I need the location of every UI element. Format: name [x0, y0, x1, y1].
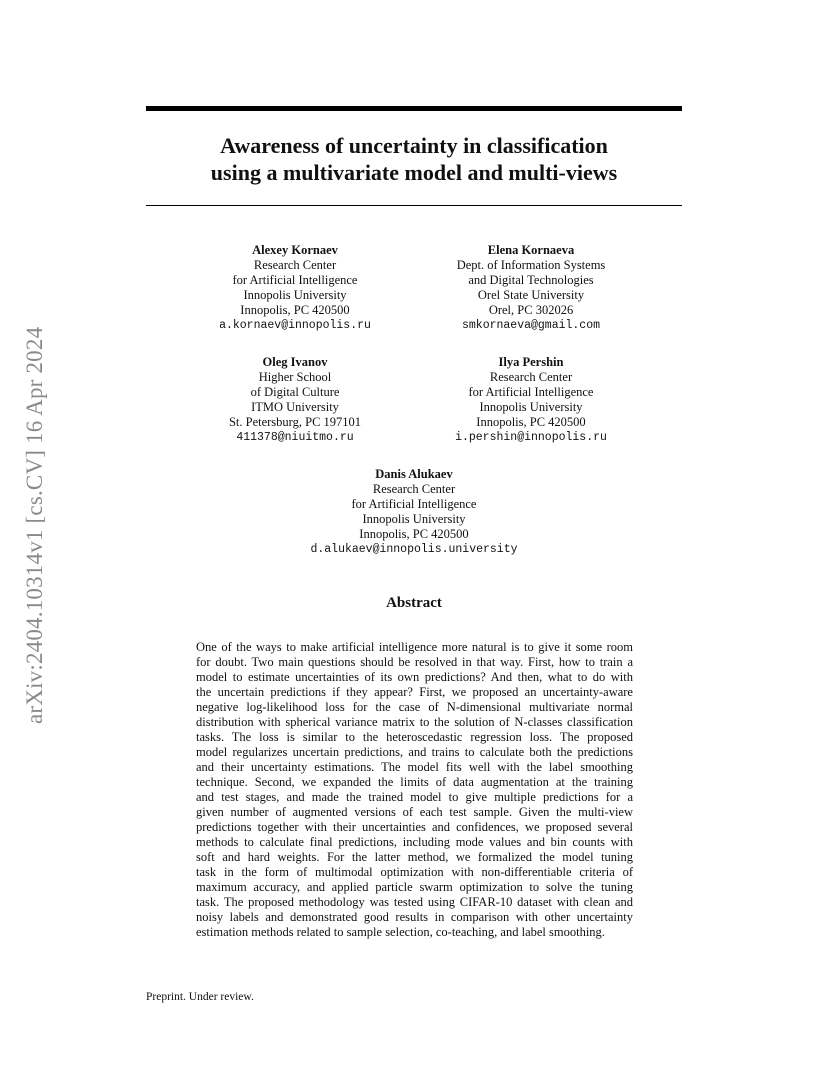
author-affiliation: Research Center [372, 482, 456, 496]
author-affiliation: St. Petersburg, PC 197101 [228, 415, 362, 429]
author-block [426, 243, 636, 333]
author-email: smkornaeva@gmail.com [461, 319, 601, 332]
author-name: Alexey Kornaev [252, 243, 338, 257]
author-affiliation: Innopolis, PC 420500 [476, 415, 586, 429]
abstract-line: distribution with spherical variance matrix to the solution of N-classes classification [196, 715, 633, 729]
author-affiliation: and Digital Technologies [468, 273, 594, 287]
author-email: i.pershin@innopolis.ru [455, 431, 607, 444]
author-affiliation: Research Center [253, 258, 337, 272]
author-affiliation: Orel, PC 302026 [488, 303, 574, 317]
preprint-footer: Preprint. Under review. [146, 991, 254, 1003]
paper-title [146, 132, 682, 186]
abstract-line: model regularizes uncertain predictions, and trains to calculate both the predictions [196, 745, 633, 759]
author-affiliation: Higher School [258, 370, 332, 384]
abstract-line: and their uncertainty estimations. The model fits well with the label smoothing [196, 760, 633, 774]
author-affiliation: Dept. of Information Systems [456, 258, 606, 272]
abstract-line: maximum accuracy, and applied particle swarm optimization to solve the tuning [196, 880, 633, 894]
author-name: Ilya Pershin [498, 355, 564, 369]
title-bottom-rule [146, 205, 682, 206]
abstract-line: the uncertain predictions if they appear? First, we proposed an uncertainty-aware [196, 685, 633, 699]
abstract-line: predictions together with their uncertainties and confidences, we proposed several [196, 820, 633, 834]
author-affiliation: Innopolis University [243, 288, 347, 302]
abstract-line: methods to calculate final predictions, including mode values and bin counts with [196, 835, 633, 849]
author-block [304, 467, 524, 557]
author-affiliation: for Artificial Intelligence [351, 497, 477, 511]
title-top-rule [146, 106, 682, 111]
abstract-line: task in the form of multimodal optimization with non-differentiable criteria of [196, 865, 633, 879]
author-email: a.kornaev@innopolis.ru [219, 319, 371, 332]
author-affiliation: Innopolis University [479, 400, 583, 414]
author-email: 411378@niuitmo.ru [236, 431, 354, 444]
author-affiliation: of Digital Culture [250, 385, 340, 399]
author-affiliation: ITMO University [251, 400, 339, 414]
abstract-line: tasks. The loss is similar to the heteroscedastic regression loss. The proposed [196, 730, 633, 744]
author-affiliation: Innopolis, PC 420500 [359, 527, 469, 541]
title-line-1: Awareness of uncertainty in classification [220, 133, 608, 158]
abstract-line: One of the ways to make artificial intelligence more natural is to give it some room [196, 640, 633, 654]
author-email: d.alukaev@innopolis.university [310, 543, 518, 556]
abstract-line: for doubt. Two main questions should be resolved in that way. First, how to train a [196, 655, 633, 669]
arxiv-identifier-stamp: arXiv:2404.10314v1 [cs.CV] 16 Apr 2024 [22, 326, 47, 724]
abstract-line: estimation methods related to sample selection, co-teaching, and label smoothing. [196, 925, 605, 939]
abstract-body [196, 640, 633, 940]
abstract-line: model to estimate uncertainties of its own predictions? And then, what to do with [196, 670, 633, 684]
author-affiliation: Innopolis, PC 420500 [240, 303, 350, 317]
author-name: Oleg Ivanov [262, 355, 328, 369]
author-affiliation: Innopolis University [362, 512, 466, 526]
abstract-line: negative log-likelihood loss for the case of N-dimensional multivariate normal [196, 700, 633, 714]
author-name: Elena Kornaeva [487, 243, 575, 257]
author-block [426, 355, 636, 445]
author-block [190, 355, 400, 445]
title-line-2: using a multivariate model and multi-views [210, 160, 618, 185]
abstract-line: task. The proposed methodology was tested using CIFAR-10 dataset with clean and [196, 895, 633, 909]
abstract-line: noisy labels and demonstrated good results in comparison with other uncertainty [196, 910, 633, 924]
author-affiliation: Research Center [489, 370, 573, 384]
abstract-line: technique. Second, we expanded the limits of data augmentation at the training [196, 775, 633, 789]
abstract-line: and test stages, and made the trained model to give multiple predictions for a [196, 790, 633, 804]
author-affiliation: for Artificial Intelligence [468, 385, 594, 399]
author-affiliation: for Artificial Intelligence [232, 273, 358, 287]
abstract-heading: Abstract [386, 595, 442, 611]
abstract-line: soft and hard weights. For the latter method, we formalized the model tuning [196, 850, 633, 864]
author-name: Danis Alukaev [375, 467, 453, 481]
abstract-line: given number of augmented versions of each test sample. Given the multi-view [196, 805, 633, 819]
author-block [190, 243, 400, 333]
author-affiliation: Orel State University [477, 288, 585, 302]
